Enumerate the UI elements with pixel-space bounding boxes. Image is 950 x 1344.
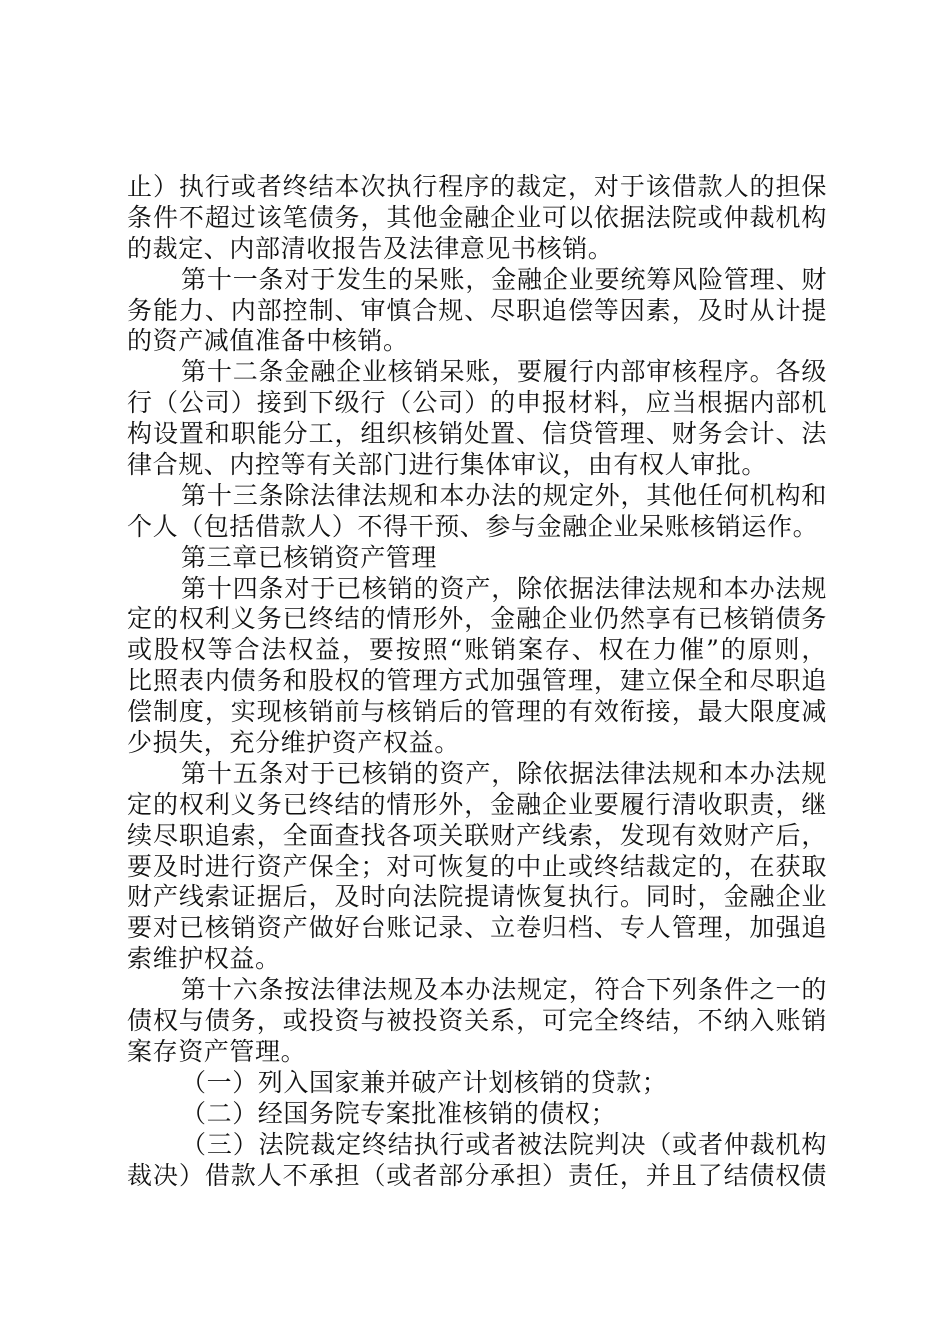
text-line: 第十六条按法律法规及本办法规定，符合下列条件之一的 <box>181 975 827 1005</box>
text-line: （二）经国务院专案批准核销的债权； <box>181 1098 617 1128</box>
text-line: 务能力、内部控制、审慎合规、尽职追偿等因素，及时从计提 <box>127 295 827 325</box>
text-line: 第十一条对于发生的呆账，金融企业要统筹风险管理、财 <box>181 264 827 294</box>
text-line: 定的权利义务已终结的情形外，金融企业仍然享有已核销债务 <box>127 604 827 634</box>
text-line: 律合规、内控等有关部门进行集体审议，由有权人审批。 <box>127 450 768 480</box>
text-line: （三）法院裁定终结执行或者被法院判决（或者仲裁机构 <box>181 1129 827 1159</box>
text-line: 第十五条对于已核销的资产，除依据法律法规和本办法规 <box>181 758 827 788</box>
text-line: 要对已核销资产做好台账记录、立卷归档、专人管理，加强追 <box>127 913 827 943</box>
text-line: 财产线索证据后，及时向法院提请恢复执行。同时，金融企业 <box>127 882 827 912</box>
text-line: 定的权利义务已终结的情形外，金融企业要履行清收职责，继 <box>127 789 827 819</box>
text-line: 第十二条金融企业核销呆账，要履行内部审核程序。各级 <box>181 357 827 387</box>
text-line: 续尽职追索，全面查找各项关联财产线索，发现有效财产后， <box>127 820 827 850</box>
text-line: 个人（包括借款人）不得干预、参与金融企业呆账核销运作。 <box>127 511 819 541</box>
text-line: 止）执行或者终结本次执行程序的裁定，对于该借款人的担保 <box>127 172 827 201</box>
text-line: 债权与债务，或投资与被投资关系，可完全终结，不纳入账销 <box>127 1006 827 1036</box>
text-line: 第十四条对于已核销的资产，除依据法律法规和本办法规 <box>181 573 827 603</box>
text-line: 裁决）借款人不承担（或者部分承担）责任，并且了结债权债 <box>127 1160 827 1190</box>
text-line: 条件不超过该笔债务，其他金融企业可以依据法院或仲裁机构 <box>127 202 827 232</box>
text-line: 构设置和职能分工，组织核销处置、信贷管理、财务会计、法 <box>127 419 827 449</box>
text-line: 比照表内债务和股权的管理方式加强管理，建立保全和尽职追 <box>127 666 827 696</box>
text-line: 案存资产管理。 <box>127 1036 307 1066</box>
text-line: 行（公司）接到下级行（公司）的申报材料，应当根据内部机 <box>127 388 827 418</box>
text-line: 少损失，充分维护资产权益。 <box>127 728 460 758</box>
text-line: 第三章已核销资产管理 <box>181 542 438 572</box>
text-line: 要及时进行资产保全；对可恢复的中止或终结裁定的，在获取 <box>127 851 827 881</box>
text-line: 的资产减值准备中核销。 <box>127 326 409 356</box>
text-line: 或股权等合法权益，要按照“账销案存、权在力催”的原则， <box>127 635 827 665</box>
text-line: 的裁定、内部清收报告及法律意见书核销。 <box>127 233 614 263</box>
text-line: （一）列入国家兼并破产计划核销的贷款； <box>181 1067 668 1097</box>
text-line: 第十三条除法律法规和本办法的规定外，其他任何机构和 <box>181 480 827 510</box>
document-body <box>127 172 827 1191</box>
text-line: 索维护权益。 <box>127 944 281 974</box>
text-line: 偿制度，实现核销前与核销后的管理的有效衔接，最大限度减 <box>127 697 827 727</box>
